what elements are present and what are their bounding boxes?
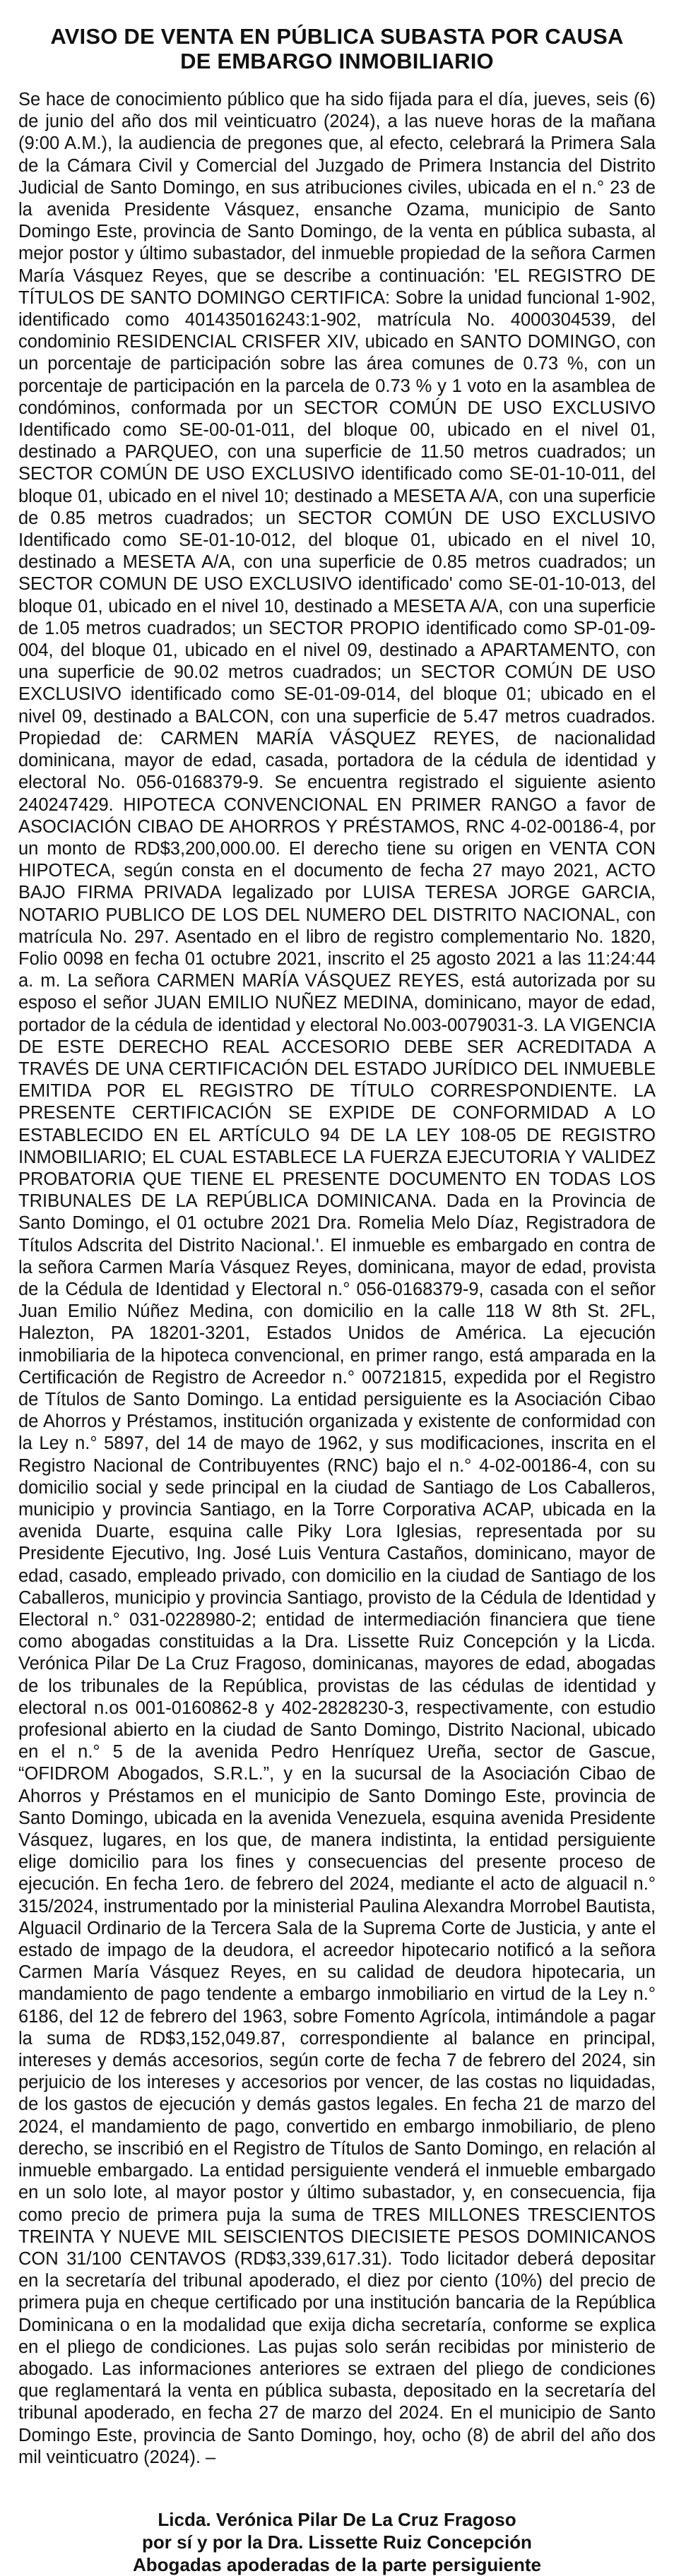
notice-title-line-1: AVISO DE VENTA EN PÚBLICA SUBASTA POR CAUSA <box>50 24 624 49</box>
signature-on-behalf: por sí y por la Dra. Lissette Ruiz Concepción <box>142 2531 532 2553</box>
signature-role: Abogadas apoderadas de la parte persiguiente <box>133 2553 541 2575</box>
signature-name: Licda. Verónica Pilar De La Cruz Fragoso <box>158 2508 516 2530</box>
signature-block <box>18 2508 656 2576</box>
legal-notice <box>18 24 656 2575</box>
notice-title-line-2: DE EMBARGO INMOBILIARIO <box>180 49 494 73</box>
notice-body: Se hace de conocimiento público que ha sido fijada para el día, jueves, seis (6) de junio del año dos mil veinticuatro (2024), a las nueve horas de la mañana (9:00 A.M.), la audiencia de pregones que, al efecto, celebrará la Primera Sala de la Cámara Civil y Comercial del Juzgado de Primera Instancia del Distrito Judicial de Santo Domingo, en sus atribuciones civiles, ubicada en el n.° 23 de la avenida Presidente Vásquez, ensanche Ozama, municipio de Santo Domingo Este, provincia de Santo Domingo, de la venta en pública subasta, al mejor postor y último subastador, del inmueble propiedad de la señora Carmen María Vásquez Reyes, que se describe a continuación: 'EL REGISTRO DE TÍTULOS DE SANTO DOMINGO CERTIFICA: Sobre la unidad funcional 1-902, identificado como 401435016243:1-902, matrícula No. 4000304539, del condominio RESIDENCIAL CRISFER XIV, ubicado en SANTO DOMINGO, con un porcentaje de participación sobre las área comunes de 0.73 %, con un porcentaje de participación en la parcela de 0.73 % y 1 voto en la asamblea de condóminos, conformada por un SECTOR COMÚN DE USO EXCLUSIVO Identificado como SE-00-01-011, del bloque 00, ubicado en el nivel 01, destinado a PARQUEO, con una superficie de 11.50 metros cuadrados; un SECTOR COMÚN DE USO EXCLUSIVO identificado como SE-01-10-011, del bloque 01, ubicado en el nivel 10; destinado a MESETA A/A, con una superficie de 0.85 metros cuadrados; un SECTOR COMÚN DE USO EXCLUSIVO Identificado como SE-01-10-012, del bloque 01, ubicado en el nivel 10, destinado a MESETA A/A, con una superficie de 0.85 metros cuadrados; un SECTOR COMUN DE USO EXCLUSIVO identificado' como SE-01-10-013, del bloque 01, ubicado en el nivel 10, destinado a MESETA A/A, con una superficie de 1.05 metros cuadrados; un SECTOR PROPIO identificado como SP-01-09-004, del bloque 01, ubicado en el nivel 09, destinado a APARTAMENTO, con una superficie de 90.02 metros cuadrados; un SECTOR COMÚN DE USO EXCLUSIVO identificado como SE-01-09-014, del bloque 01; ubicado en el nivel 09, destinado a BALCON, con una superficie de 5.47 metros cuadrados. Propiedad de: CARMEN MARÍA VÁSQUEZ REYES, de nacionalidad dominicana, mayor de edad, casada, portadora de la cédula de identidad y electoral No. 056-0168379-9. Se encuentra registrado el siguiente asiento 240247429. HIPOTECA CONVENCIONAL EN PRIMER RANGO a favor de ASOCIACIÓN CIBAO DE AHORROS Y PRÉSTAMOS, RNC 4-02-00186-4, por un monto de RD$3,200,000.00. El derecho tiene su origen en VENTA CON HIPOTECA, según consta en el documento de fecha 27 mayo 2021, ACTO BAJO FIRMA PRIVADA legalizado por LUISA TERESA JORGE GARCIA, NOTARIO PUBLICO DE LOS DEL NUMERO DEL DISTRITO NACIONAL, con matrícula No. 297. Asentado en el libro de registro complementario No. 1820, Folio 0098 en fecha 01 octubre 2021, inscrito el 25 agosto 2021 a las 11:24:44 a. m. La señora CARMEN MARÍA VÁSQUEZ REYES, está autorizada por su esposo el señor JUAN EMILIO NUÑEZ MEDINA, dominicano, mayor de edad, portador de la cédula de identidad y electoral No.003-0079031-3. LA VIGENCIA DE ESTE DERECHO REAL ACCESORIO DEBE SER ACREDITADA A TRAVÉS DE UNA CERTIFICACIÓN DEL ESTADO JURÍDICO DEL INMUEBLE EMITIDA POR EL REGISTRO DE TÍTULO CORRESPONDIENTE. LA PRESENTE CERTIFICACIÓN SE EXPIDE DE CONFORMIDAD A LO ESTABLECIDO EN EL ARTÍCULO 94 DE LA LEY 108-05 DE REGISTRO INMOBILIARIO; EL CUAL ESTABLECE LA FUERZA EJECUTORIA Y VALIDEZ PROBATORIA QUE TIENE EL PRESENTE DOCUMENTO EN TODAS LOS TRIBUNALES DE LA REPÚBLICA DOMINICANA. Dada en la Provincia de Santo Domingo, el 01 octubre 2021 Dra. Romelia Melo Díaz, Registradora de Títulos Adscrita del Distrito Nacional.'. El inmueble es embargado en contra de la señora Carmen María Vásquez Reyes, dominicana, mayor de edad, provista de la Cédula de Identidad y Electoral n.° 056-0168379-9, casada con el señor Juan Emilio Núñez Medina, con domicilio en la calle 118 W 8th St. 2FL, Halezton, PA 18201-3201, Estados Unidos de América. La ejecución inmobiliaria de la hipoteca convencional, en primer rango, está amparada en la Certificación de Registro de Acreedor n.° 00721815, expedida por el Registro de Títulos de Santo Domingo. La entidad persiguiente es la Asociación Cibao de Ahorros y Préstamos, institución organizada y existente de conformidad con la Ley n.° 5897, del 14 de mayo de 1962, y sus modificaciones, inscrita en el Registro Nacional de Contribuyentes (RNC) bajo el n.° 4-02-00186-4, con su domicilio social y sede principal en la ciudad de Santiago de Los Caballeros, municipio y provincia Santiago, en la Torre Corporativa ACAP, ubicada en la avenida Duarte, esquina calle Piky Lora Iglesias, representada por su Presidente Ejecutivo, Ing. José Luis Ventura Castaños, dominicano, mayor de edad, casado, empleado privado, con domicilio en la ciudad de Santiago de los Caballeros, municipio y provincia Santiago, provisto de la Cédula de Identidad y Electoral n.° 031-0228980-2; entidad de intermediación financiera que tiene como abogadas constituidas a la Dra. Lissette Ruiz Concepción y la Licda. Verónica Pilar De La Cruz Fragoso, dominicanas, mayores de edad, abogadas de los tribunales de la República, provistas de las cédulas de identidad y electoral n.os 001-0160862-8 y 402-2828230-3, respectivamente, con estudio profesional abierto en la ciudad de Santo Domingo, Distrito Nacional, ubicado en el n.° 5 de la avenida Pedro Henríquez Ureña, sector de Gascue, “OFIDROM Abogados, S.R.L.”, y en la sucursal de la Asociación Cibao de Ahorros y Préstamos en el municipio de Santo Domingo Este, provincia de Santo Domingo, ubicada en la avenida Venezuela, esquina avenida Presidente Vásquez, lugares, en los que, de manera indistinta, la entidad persiguiente elige domicilio para los fines y consecuencias del presente proceso de ejecución. En fecha 1ero. de febrero del 2024, mediante el acto de alguacil n.° 315/2024, instrumentado por la ministerial Paulina Alexandra Morrobel Bautista, Alguacil Ordinario de la Tercera Sala de la Suprema Corte de Justicia, y ante el estado de impago de la deudora, el acreedor hipotecario notificó a la señora Carmen María Vásquez Reyes, en su calidad de deudora hipotecaria, un mandamiento de pago tendente a embargo inmobiliario en virtud de la Ley n.° 6186, del 12 de febrero del 1963, sobre Fomento Agrícola, intimándole a pagar la suma de RD$3,152,049.87, correspondiente al balance en principal, intereses y demás accesorios, según corte de fecha 7 de febrero del 2024, sin perjuicio de los intereses y accesorios por vencer, de las costas no liquidadas, de los gastos de ejecución y demás gastos legales. En fecha 21 de marzo del 2024, el mandamiento de pago, convertido en embargo inmobiliario, de pleno derecho, se inscribió en el Registro de Títulos de Santo Domingo, en relación al inmueble embargado. La entidad persiguiente venderá el inmueble embargado en un solo lote, al mayor postor y último subastador, y, en consecuencia, fija como precio de primera puja la suma de TRES MILLONES TRESCIENTOS TREINTA Y NUEVE MIL SEISCIENTOS DIECISIETE PESOS DOMINICANOS CON 31/100 CENTAVOS (RD$3,339,617.31). Todo licitador deberá depositar en la secretaría del tribunal apoderado, el diez por ciento (10%) del precio de primera puja en cheque certificado por una institución bancaria de la República Dominicana o en la modalidad que exija dicha secretaría, conforme se explica en el pliego de condiciones. Las pujas solo serán recibidas por ministerio de abogado. Las informaciones anteriores se extraen del pliego de condiciones que reglamentará la venta en pública subasta, depositado en la secretaría del tribunal apoderado, en fecha 27 de marzo del 2024. En el municipio de Santo Domingo Este, provincia de Santo Domingo, hoy, ocho (8) de abril del año dos mil veinticuatro (2024). – <box>18 90 656 2467</box>
notice-title <box>18 24 656 73</box>
